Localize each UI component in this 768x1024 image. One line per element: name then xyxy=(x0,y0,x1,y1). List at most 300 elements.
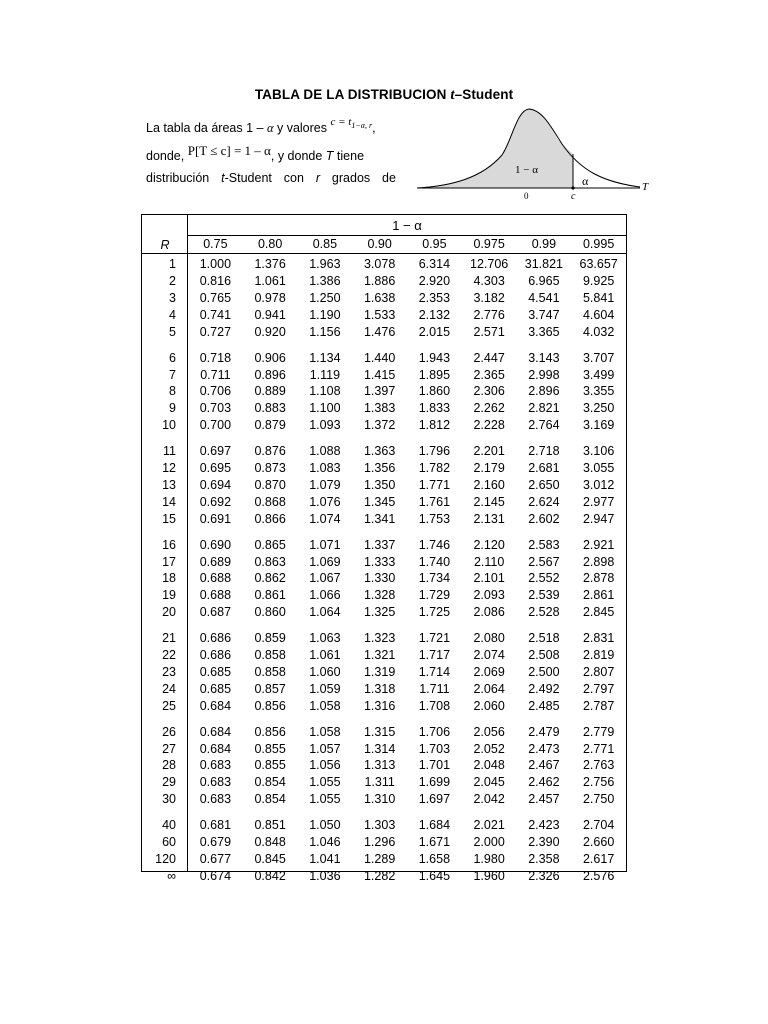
table-row xyxy=(142,366,626,383)
table-cell: 1.771 xyxy=(418,477,451,492)
table-cell: 2.353 xyxy=(418,290,451,305)
table-cell: 1.059 xyxy=(309,681,341,696)
table-cell: 1.533 xyxy=(363,307,396,322)
header-one-minus-alpha: 1 − α xyxy=(392,218,422,233)
table-cell: 2.921 xyxy=(582,537,615,552)
table-cell: 0.703 xyxy=(199,401,232,416)
table-cell: 1.645 xyxy=(418,868,451,883)
table-cell: 2.787 xyxy=(582,698,615,713)
table-cell: 0.684 xyxy=(199,724,232,739)
table-cell: 1.093 xyxy=(309,418,341,433)
table-cell: 2.571 xyxy=(473,324,505,339)
table-cell: 1.980 xyxy=(473,851,505,866)
table-cell: 2.807 xyxy=(582,664,615,679)
table-row xyxy=(142,697,626,714)
table-cell: 2.473 xyxy=(528,741,560,756)
table-cell: 5.841 xyxy=(582,290,615,305)
table-cell: 2.160 xyxy=(473,477,505,492)
table-cell: 0.697 xyxy=(199,444,232,459)
table-cell: 1.055 xyxy=(309,775,341,790)
table-cell: 2.145 xyxy=(473,494,505,509)
intro-line-2: donde, P[T ≤ c] = 1 – α, y donde T tiene xyxy=(146,142,365,163)
degrees-of-freedom: 21 xyxy=(162,631,176,646)
table-cell: 2.896 xyxy=(528,384,560,399)
table-cell: 2.681 xyxy=(528,461,560,476)
table-cell: 0.683 xyxy=(199,758,232,773)
header-bottom-divider xyxy=(142,253,626,254)
degrees-of-freedom: ∞ xyxy=(167,868,176,883)
table-cell: 0.866 xyxy=(254,511,286,526)
table-cell: 1.706 xyxy=(418,724,451,739)
table-cell: 2.718 xyxy=(528,444,560,459)
table-cell: 1.108 xyxy=(309,384,341,399)
table-cell: 0.718 xyxy=(199,350,232,365)
table-cell: 1.415 xyxy=(363,367,396,382)
table-cell: 4.303 xyxy=(473,274,505,289)
table-cell: 1.658 xyxy=(418,851,451,866)
table-cell: 1.069 xyxy=(309,554,341,569)
table-cell: 2.508 xyxy=(528,648,560,663)
degrees-of-freedom: 25 xyxy=(162,698,176,713)
table-cell: 0.688 xyxy=(199,588,232,603)
area-label: 1 − α xyxy=(515,164,538,176)
table-cell: 2.101 xyxy=(473,571,505,586)
table-cell: 2.776 xyxy=(473,307,505,322)
table-cell: 1.376 xyxy=(254,257,286,272)
degrees-of-freedom: 30 xyxy=(162,792,176,806)
table-cell: 0.848 xyxy=(254,835,286,850)
table-cell: 1.753 xyxy=(418,511,451,526)
table-cell: 2.998 xyxy=(528,367,560,382)
table-cell: 1.963 xyxy=(309,257,341,272)
table-cell: 4.541 xyxy=(528,290,560,305)
table-cell: 2.764 xyxy=(528,418,560,433)
table-cell: 1.119 xyxy=(309,367,341,382)
table-cell: 0.857 xyxy=(254,681,286,696)
table-cell: 1.036 xyxy=(309,868,341,883)
table-row xyxy=(142,791,626,808)
table-cell: 0.691 xyxy=(199,511,232,526)
table-cell: 2.797 xyxy=(582,681,615,696)
table-cell: 2.228 xyxy=(473,418,505,433)
table-cell: 0.684 xyxy=(199,741,232,756)
table-cell: 2.861 xyxy=(582,588,615,603)
table-cell: 1.323 xyxy=(363,631,396,646)
table-cell: 1.796 xyxy=(418,444,451,459)
table-cell: 2.602 xyxy=(528,511,560,526)
table-cell: 1.397 xyxy=(363,384,396,399)
table-cell: 0.688 xyxy=(199,571,232,586)
table-cell: 1.067 xyxy=(309,571,341,586)
table-cell: 1.725 xyxy=(418,605,451,620)
degrees-of-freedom: 17 xyxy=(162,554,176,569)
table-cell: 0.845 xyxy=(254,851,286,866)
table-cell: 3.355 xyxy=(582,384,615,399)
table-cell: 2.447 xyxy=(473,350,505,365)
table-row xyxy=(142,604,626,621)
table-cell: 0.854 xyxy=(254,792,286,806)
table-cell: 1.476 xyxy=(363,324,396,339)
intro-paragraph xyxy=(146,117,396,190)
table-cell: 1.699 xyxy=(418,775,451,790)
group-gap xyxy=(142,527,626,537)
table-cell: 6.314 xyxy=(418,257,451,272)
table-cell: 1.383 xyxy=(363,401,396,416)
table-cell: 2.977 xyxy=(582,494,615,509)
table-row xyxy=(142,400,626,417)
column-header: 0.85 xyxy=(312,237,338,251)
table-row xyxy=(142,774,626,791)
table-cell: 3.182 xyxy=(473,290,505,305)
table-cell: 1.356 xyxy=(363,461,396,476)
table-cell: 0.689 xyxy=(199,554,232,569)
table-cell: 6.965 xyxy=(528,274,560,289)
table-cell: 3.747 xyxy=(528,307,560,322)
table-cell: 4.032 xyxy=(582,324,615,339)
table-cell: 31.821 xyxy=(524,257,563,272)
table-cell: 1.703 xyxy=(418,741,451,756)
table-cell: 1.310 xyxy=(363,792,396,806)
table-cell: 1.134 xyxy=(309,350,341,365)
table-cell: 1.729 xyxy=(418,588,451,603)
table-cell: 1.440 xyxy=(363,350,396,365)
table-cell: 1.000 xyxy=(199,257,232,272)
table-cell: 1.325 xyxy=(363,605,396,620)
degrees-of-freedom: 15 xyxy=(162,511,176,526)
table-cell: 1.895 xyxy=(418,367,451,382)
table-cell: 1.330 xyxy=(363,571,396,586)
degrees-of-freedom: 5 xyxy=(169,324,176,339)
degrees-of-freedom: 12 xyxy=(162,461,176,476)
table-cell: 1.782 xyxy=(418,461,451,476)
degrees-of-freedom: 60 xyxy=(162,835,176,850)
table-cell: 2.069 xyxy=(473,664,505,679)
table-cell: 0.858 xyxy=(254,664,286,679)
column-header-row xyxy=(188,237,626,251)
degrees-of-freedom: 9 xyxy=(169,401,176,416)
table-cell: 4.604 xyxy=(582,307,615,322)
column-header: 0.95 xyxy=(422,237,447,251)
table-row xyxy=(142,630,626,647)
table-row xyxy=(142,757,626,774)
table-cell: 0.685 xyxy=(199,664,232,679)
table-cell: 2.819 xyxy=(582,648,615,663)
table-cell: 1.088 xyxy=(309,444,341,459)
table-cell: 0.858 xyxy=(254,648,286,663)
table-cell: 3.143 xyxy=(528,350,560,365)
table-cell: 0.695 xyxy=(199,461,232,476)
table-cell: 1.315 xyxy=(363,724,396,739)
table-cell: 2.518 xyxy=(528,631,560,646)
table-row xyxy=(142,493,626,510)
table-cell: 1.041 xyxy=(309,851,341,866)
table-cell: 2.306 xyxy=(473,384,505,399)
degrees-of-freedom: 23 xyxy=(162,664,176,679)
tail-label: α xyxy=(582,174,589,188)
table-cell: 2.750 xyxy=(582,792,615,806)
table-cell: 2.042 xyxy=(473,792,505,806)
table-cell: 1.055 xyxy=(309,792,341,806)
degrees-of-freedom: 19 xyxy=(162,588,176,603)
zero-label: 0 xyxy=(524,191,529,201)
table-cell: 2.920 xyxy=(418,274,451,289)
table-cell: 2.947 xyxy=(582,511,615,526)
table-row xyxy=(142,664,626,681)
table-cell: 3.707 xyxy=(582,350,615,365)
table-cell: 1.058 xyxy=(309,698,341,713)
table-cell: 1.046 xyxy=(309,835,341,850)
table-row xyxy=(142,817,626,834)
table-cell: 2.179 xyxy=(473,461,505,476)
table-cell: 1.711 xyxy=(419,681,450,696)
degrees-of-freedom: 27 xyxy=(162,741,176,756)
table-cell: 12.706 xyxy=(470,257,509,272)
table-cell: 0.879 xyxy=(254,418,286,433)
table-cell: 0.842 xyxy=(254,868,286,883)
table-body xyxy=(142,256,626,884)
group-gap xyxy=(142,807,626,817)
table-cell: 0.684 xyxy=(199,698,232,713)
group-gap xyxy=(142,433,626,443)
table-cell: 3.499 xyxy=(582,367,615,382)
table-cell: 2.650 xyxy=(528,477,560,492)
table-cell: 3.106 xyxy=(582,444,615,459)
table-cell: 2.583 xyxy=(528,537,560,552)
degrees-of-freedom: 11 xyxy=(163,444,176,459)
table-cell: 2.074 xyxy=(473,648,505,663)
table-cell: 2.763 xyxy=(582,758,615,773)
table-cell: 1.341 xyxy=(363,511,396,526)
table-cell: 2.552 xyxy=(528,571,560,586)
table-cell: 2.831 xyxy=(582,631,615,646)
table-cell: 1.311 xyxy=(364,775,395,790)
table-cell: 1.100 xyxy=(309,401,341,416)
table-cell: 0.706 xyxy=(199,384,232,399)
degrees-of-freedom: 26 xyxy=(162,724,176,739)
table-cell: 1.321 xyxy=(363,648,396,663)
table-row xyxy=(142,851,626,868)
column-header: 0.80 xyxy=(257,237,283,251)
table-row xyxy=(142,323,626,340)
table-cell: 1.060 xyxy=(309,664,341,679)
title-t-symbol: t xyxy=(450,87,455,103)
table-cell: 1.386 xyxy=(309,274,341,289)
table-cell: 0.681 xyxy=(199,818,232,833)
table-cell: 0.859 xyxy=(254,631,286,646)
table-cell: 0.868 xyxy=(254,494,286,509)
table-cell: 2.056 xyxy=(473,724,505,739)
group-gap xyxy=(142,340,626,350)
table-cell: 1.860 xyxy=(418,384,451,399)
column-header: 0.995 xyxy=(582,237,615,251)
table-cell: 1.363 xyxy=(363,444,396,459)
table-cell: 0.851 xyxy=(254,818,286,833)
table-cell: 2.093 xyxy=(473,588,505,603)
table-cell: 2.052 xyxy=(473,741,505,756)
table-cell: 1.761 xyxy=(418,494,451,509)
table-cell: 1.638 xyxy=(363,290,396,305)
table-cell: 2.462 xyxy=(528,775,560,790)
title-suffix: –Student xyxy=(454,87,514,102)
degrees-of-freedom: 40 xyxy=(162,818,176,833)
table-cell: 0.679 xyxy=(199,835,232,850)
table-cell: 3.055 xyxy=(582,461,615,476)
table-row xyxy=(142,256,626,273)
table-cell: 1.063 xyxy=(309,631,341,646)
degrees-of-freedom: 1 xyxy=(169,257,176,272)
table-row xyxy=(142,460,626,477)
table-cell: 0.854 xyxy=(254,775,286,790)
degrees-of-freedom: 3 xyxy=(169,290,176,305)
table-cell: 1.333 xyxy=(363,554,396,569)
table-cell: 2.492 xyxy=(528,681,560,696)
table-cell: 1.684 xyxy=(418,818,451,833)
degrees-of-freedom: 2 xyxy=(169,274,176,289)
table-cell: 1.282 xyxy=(363,868,396,883)
table-cell: 0.683 xyxy=(199,775,232,790)
degrees-of-freedom: 28 xyxy=(162,758,176,773)
table-row xyxy=(142,587,626,604)
table-cell: 0.692 xyxy=(199,494,232,509)
table-cell: 2.423 xyxy=(528,818,560,833)
table-cell: 1.318 xyxy=(363,681,396,696)
table-row xyxy=(142,834,626,851)
table-cell: 2.617 xyxy=(582,851,615,866)
column-header: 0.99 xyxy=(531,237,557,251)
table-cell: 2.576 xyxy=(582,868,615,883)
table-cell: 2.821 xyxy=(528,401,560,416)
table-cell: 2.704 xyxy=(582,818,615,833)
table-cell: 2.048 xyxy=(473,758,505,773)
table-cell: 2.485 xyxy=(528,698,560,713)
table-cell: 0.816 xyxy=(199,274,232,289)
table-cell: 1.061 xyxy=(309,648,341,663)
table-cell: 1.058 xyxy=(309,724,341,739)
table-row xyxy=(142,570,626,587)
table-cell: 0.727 xyxy=(199,324,232,339)
table-cell: 0.674 xyxy=(199,868,232,883)
table-cell: 1.345 xyxy=(363,494,396,509)
degrees-of-freedom: 4 xyxy=(169,307,176,322)
degrees-of-freedom: 24 xyxy=(162,681,176,696)
degrees-of-freedom: 8 xyxy=(169,384,176,399)
table-row xyxy=(142,417,626,434)
c-point xyxy=(571,186,574,189)
table-cell: 1.313 xyxy=(363,758,396,773)
degrees-of-freedom: 6 xyxy=(169,350,176,365)
table-row xyxy=(142,306,626,323)
header-divider xyxy=(188,235,626,236)
table-cell: 1.083 xyxy=(309,461,341,476)
table-cell: 1.337 xyxy=(363,537,396,552)
table-cell: 9.925 xyxy=(582,274,615,289)
table-cell: 0.906 xyxy=(254,350,286,365)
shaded-area xyxy=(417,109,573,188)
table-cell: 2.845 xyxy=(582,605,615,620)
table-cell: 0.861 xyxy=(254,588,286,603)
table-cell: 2.479 xyxy=(528,724,560,739)
table-cell: 1.734 xyxy=(418,571,451,586)
table-cell: 2.756 xyxy=(582,775,615,790)
column-header: 0.90 xyxy=(367,237,392,251)
table-cell: 0.870 xyxy=(254,477,286,492)
table-cell: 1.372 xyxy=(363,418,396,433)
table-cell: 2.110 xyxy=(473,554,505,569)
table-row xyxy=(142,867,626,884)
intro-line-1: La tabla da áreas 1 – α y valores $c = t_{1-\alpha, r}$, xyxy=(146,116,376,135)
table-cell: 0.711 xyxy=(200,367,231,382)
table-cell: 1.076 xyxy=(309,494,341,509)
table-cell: 1.064 xyxy=(309,605,341,620)
table-cell: 1.319 xyxy=(363,664,396,679)
table-cell: 2.539 xyxy=(528,588,560,603)
table-cell: 0.677 xyxy=(199,851,232,866)
table-cell: 0.856 xyxy=(254,698,286,713)
table-cell: 1.079 xyxy=(309,477,341,492)
table-cell: 0.686 xyxy=(199,648,232,663)
group-gap xyxy=(142,620,626,630)
table-cell: 3.365 xyxy=(528,324,560,339)
table-row xyxy=(142,723,626,740)
table-cell: 2.771 xyxy=(582,741,615,756)
table-cell: 1.350 xyxy=(363,477,396,492)
table-row xyxy=(142,383,626,400)
table-cell: 0.896 xyxy=(254,367,286,382)
alpha-symbol: α xyxy=(266,121,274,135)
table-cell: 1.316 xyxy=(363,698,396,713)
table-row xyxy=(142,553,626,570)
table-cell: 0.700 xyxy=(199,418,232,433)
table-cell: 2.528 xyxy=(528,605,560,620)
table-cell: 2.064 xyxy=(473,681,505,696)
table-cell: 63.657 xyxy=(579,257,618,272)
table-cell: 0.889 xyxy=(254,384,286,399)
table-cell: 1.701 xyxy=(418,758,451,773)
table-cell: 2.086 xyxy=(473,605,505,620)
t-distribution-curve-figure xyxy=(412,100,657,206)
table-cell: 1.057 xyxy=(309,741,341,756)
table-cell: 1.708 xyxy=(418,698,451,713)
table-cell: 2.365 xyxy=(473,367,505,382)
table-row xyxy=(142,273,626,290)
table-cell: 1.071 xyxy=(309,537,341,552)
table-cell: 1.190 xyxy=(309,307,341,322)
degrees-of-freedom: 10 xyxy=(162,418,176,433)
table-cell: 1.886 xyxy=(363,274,396,289)
table-row xyxy=(142,510,626,527)
degrees-of-freedom: 18 xyxy=(162,571,176,586)
table-cell: 1.303 xyxy=(363,818,396,833)
table-cell: 2.624 xyxy=(528,494,560,509)
table-cell: 3.012 xyxy=(582,477,615,492)
table-cell: 0.860 xyxy=(254,605,286,620)
table-cell: 1.061 xyxy=(254,274,286,289)
table-cell: 0.690 xyxy=(199,537,232,552)
table-cell: 0.920 xyxy=(254,324,286,339)
table-cell: 1.721 xyxy=(418,631,451,646)
table-row xyxy=(142,647,626,664)
table-cell: 2.467 xyxy=(528,758,560,773)
table-cell: 2.779 xyxy=(582,724,615,739)
table-cell: 2.080 xyxy=(473,631,505,646)
table-cell: 2.358 xyxy=(528,851,560,866)
table-cell: 1.314 xyxy=(363,741,396,756)
table-cell: 0.741 xyxy=(199,307,232,322)
table-cell: 1.697 xyxy=(418,792,451,806)
table-cell: 1.328 xyxy=(363,588,396,603)
table-cell: 0.855 xyxy=(254,741,286,756)
table-cell: 1.056 xyxy=(309,758,341,773)
